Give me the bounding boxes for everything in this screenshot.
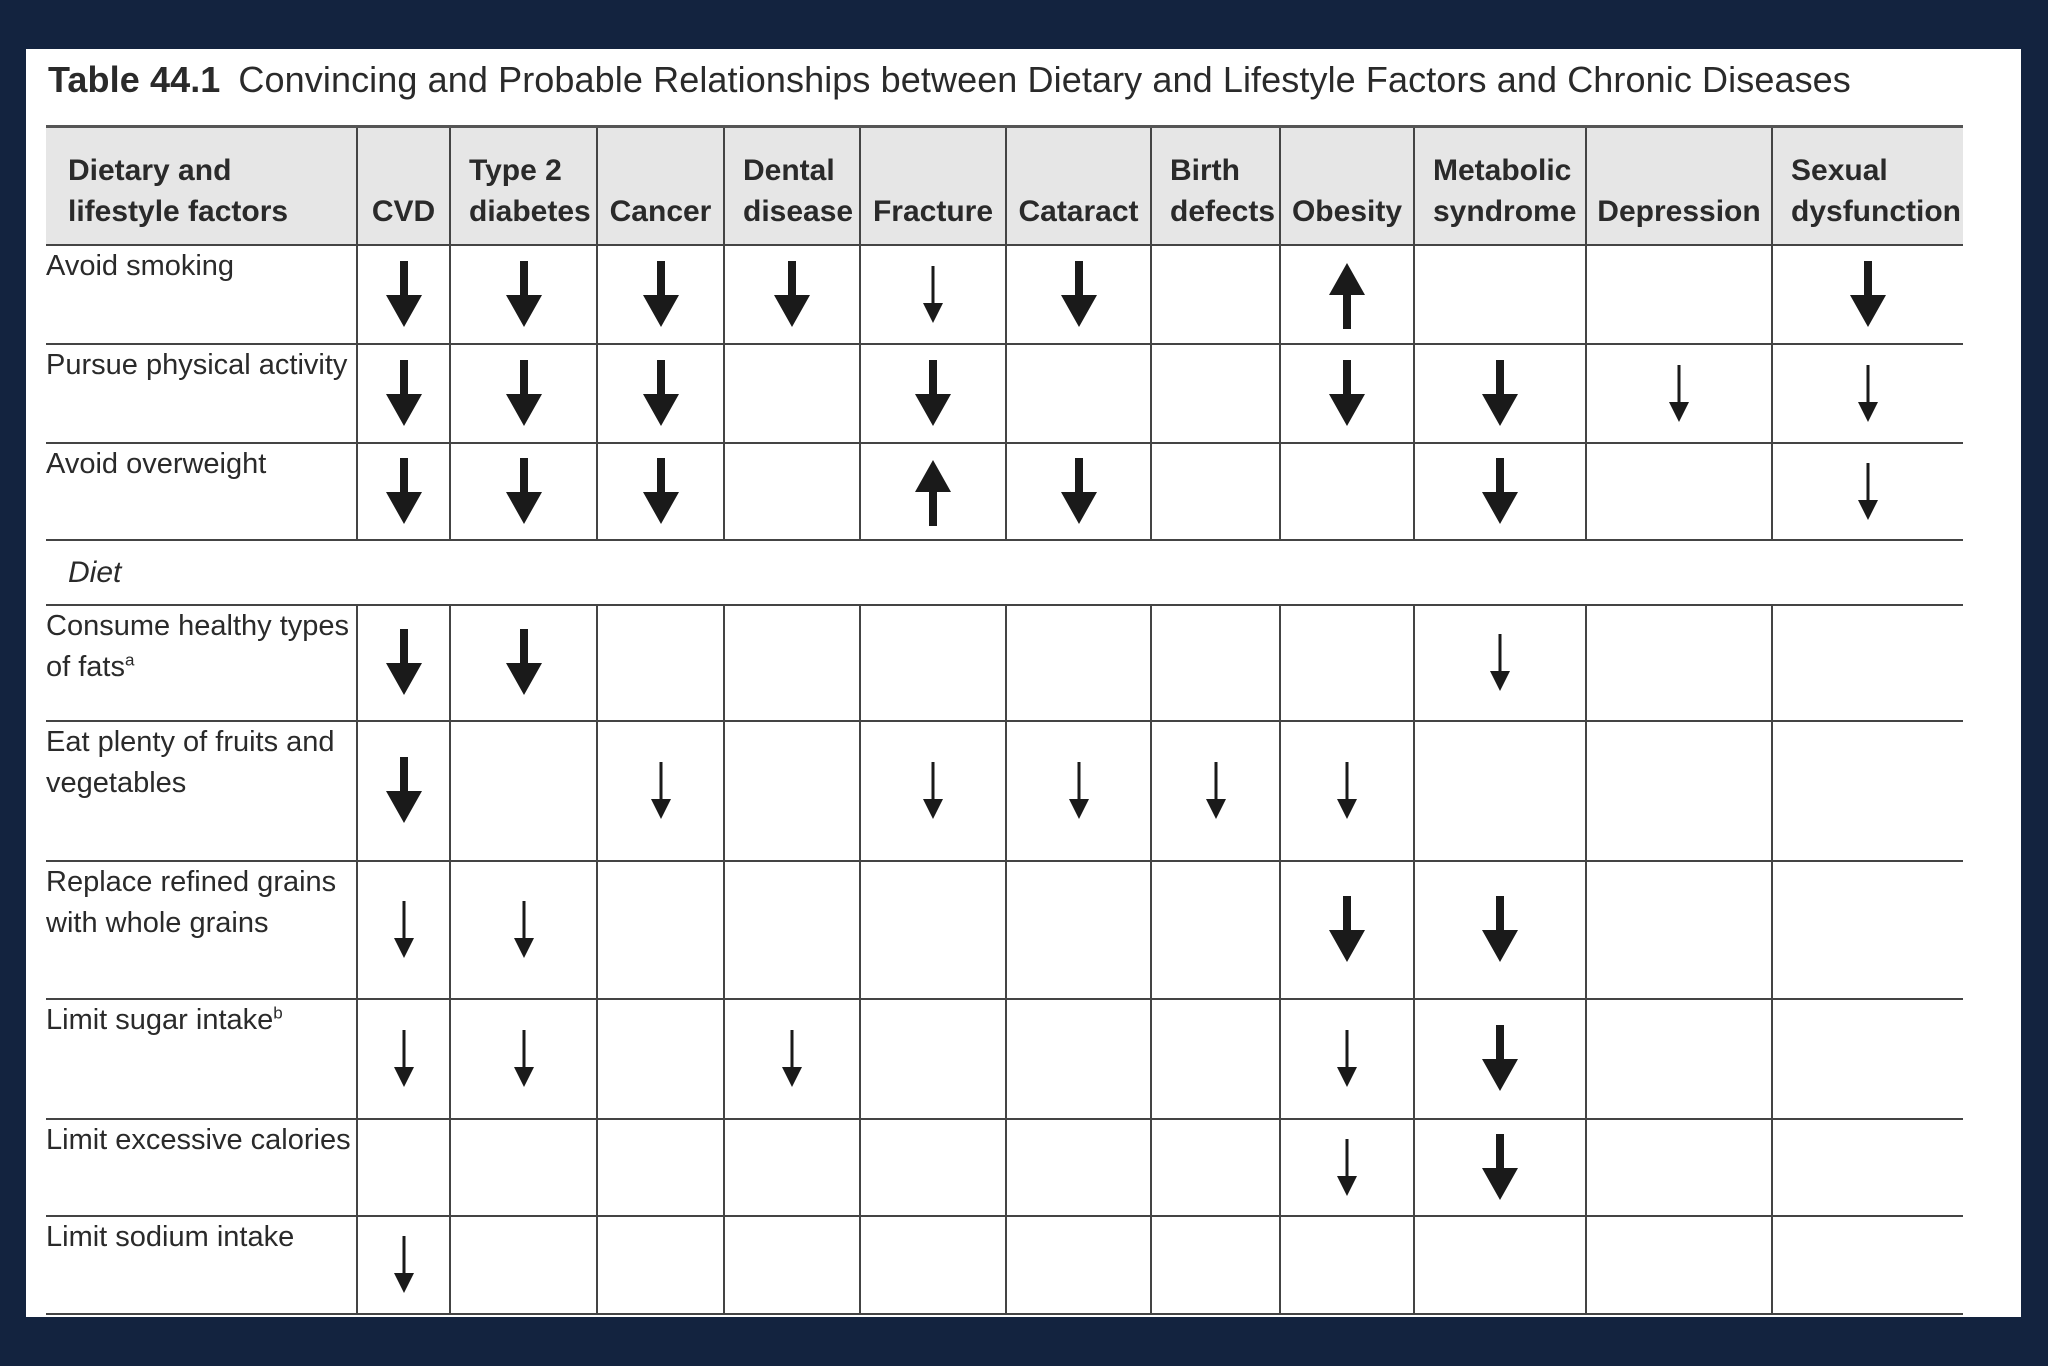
cell-dental-disease xyxy=(724,605,860,721)
bold-up-arrow-icon xyxy=(913,458,953,526)
cell-metabolic-syndrome xyxy=(1414,245,1586,344)
thin-down-arrow-icon xyxy=(1333,762,1361,820)
relationships-table xyxy=(46,125,1963,1315)
cell-cancer xyxy=(597,999,724,1119)
cell-depression xyxy=(1586,344,1772,443)
cell-cataract xyxy=(1006,245,1151,344)
cell-cataract xyxy=(1006,999,1151,1119)
cell-cvd xyxy=(357,245,450,344)
cell-sexual-dysfunction xyxy=(1772,721,1963,861)
cell-sexual-dysfunction xyxy=(1772,245,1963,344)
factor-text: Avoid smoking xyxy=(46,250,235,282)
column-header-dental-disease: Dental disease xyxy=(724,127,860,246)
column-header-type-2-diabetes: Type 2 diabetes xyxy=(450,127,597,246)
cell-fracture xyxy=(860,861,1006,999)
cell-depression xyxy=(1586,721,1772,861)
cell-dental-disease xyxy=(724,443,860,540)
column-header-cancer: Cancer xyxy=(597,127,724,246)
table-row xyxy=(46,605,1963,721)
cell-birth-defects xyxy=(1151,443,1280,540)
cell-obesity xyxy=(1280,861,1414,999)
thin-down-arrow-icon xyxy=(778,1030,806,1088)
bold-down-arrow-icon xyxy=(1059,261,1099,329)
bold-down-arrow-icon xyxy=(641,360,681,428)
column-header-metabolic-syndrome: Metabolic syndrome xyxy=(1414,127,1586,246)
table-body xyxy=(46,245,1963,1314)
cell-obesity xyxy=(1280,1216,1414,1314)
bold-down-arrow-icon xyxy=(913,360,953,428)
cell-obesity xyxy=(1280,721,1414,861)
bold-down-arrow-icon xyxy=(1480,1025,1520,1093)
factor-label xyxy=(46,1216,357,1314)
cell-obesity xyxy=(1280,999,1414,1119)
cell-metabolic-syndrome xyxy=(1414,1216,1586,1314)
cell-metabolic-syndrome xyxy=(1414,861,1586,999)
thin-down-arrow-icon xyxy=(1665,365,1693,423)
bold-up-arrow-icon xyxy=(1327,261,1367,329)
bold-down-arrow-icon xyxy=(504,629,544,697)
cell-obesity xyxy=(1280,443,1414,540)
bold-down-arrow-icon xyxy=(1480,1134,1520,1202)
cell-cancer xyxy=(597,443,724,540)
bold-down-arrow-icon xyxy=(1059,458,1099,526)
bold-down-arrow-icon xyxy=(772,261,812,329)
column-header-cataract: Cataract xyxy=(1006,127,1151,246)
cell-type-2-diabetes xyxy=(450,1216,597,1314)
cell-cancer xyxy=(597,344,724,443)
bold-down-arrow-icon xyxy=(1480,896,1520,964)
bold-down-arrow-icon xyxy=(641,458,681,526)
cell-dental-disease xyxy=(724,245,860,344)
cell-cvd xyxy=(357,1119,450,1216)
footnote-marker: b xyxy=(273,1003,283,1023)
thin-down-arrow-icon xyxy=(510,1030,538,1088)
factor-text: Limit excessive calories xyxy=(46,1124,351,1156)
factor-label xyxy=(46,605,357,721)
cell-depression xyxy=(1586,861,1772,999)
cell-depression xyxy=(1586,245,1772,344)
cell-type-2-diabetes xyxy=(450,861,597,999)
bold-down-arrow-icon xyxy=(641,261,681,329)
cell-fracture xyxy=(860,443,1006,540)
factor-text: Limit sodium intake xyxy=(46,1221,295,1253)
factor-label xyxy=(46,861,357,999)
cell-obesity xyxy=(1280,605,1414,721)
cell-cvd xyxy=(357,999,450,1119)
cell-fracture xyxy=(860,245,1006,344)
table-panel xyxy=(26,49,2021,1317)
cell-type-2-diabetes xyxy=(450,605,597,721)
thin-down-arrow-icon xyxy=(647,762,675,820)
factor-label xyxy=(46,721,357,861)
cell-type-2-diabetes xyxy=(450,721,597,861)
cell-fracture xyxy=(860,721,1006,861)
cell-cataract xyxy=(1006,1119,1151,1216)
cell-cancer xyxy=(597,1119,724,1216)
thin-down-arrow-icon xyxy=(1486,634,1514,692)
column-header-cvd: CVD xyxy=(357,127,450,246)
bold-down-arrow-icon xyxy=(1327,896,1367,964)
cell-birth-defects xyxy=(1151,999,1280,1119)
table-number: Table 44.1 xyxy=(48,59,221,100)
cell-cvd xyxy=(357,721,450,861)
cell-dental-disease xyxy=(724,1119,860,1216)
cell-birth-defects xyxy=(1151,1216,1280,1314)
thin-down-arrow-icon xyxy=(390,901,418,959)
table-row xyxy=(46,344,1963,443)
factor-label xyxy=(46,999,357,1119)
thin-down-arrow-icon xyxy=(1065,762,1093,820)
cell-sexual-dysfunction xyxy=(1772,443,1963,540)
column-header-obesity: Obesity xyxy=(1280,127,1414,246)
cell-cvd xyxy=(357,861,450,999)
thin-down-arrow-icon xyxy=(390,1236,418,1294)
cell-cataract xyxy=(1006,1216,1151,1314)
bold-down-arrow-icon xyxy=(384,261,424,329)
factor-text: Limit sugar intake xyxy=(46,1004,274,1036)
cell-fracture xyxy=(860,605,1006,721)
cell-cancer xyxy=(597,861,724,999)
cell-type-2-diabetes xyxy=(450,443,597,540)
cell-cvd xyxy=(357,344,450,443)
cell-metabolic-syndrome xyxy=(1414,999,1586,1119)
thin-down-arrow-icon xyxy=(1333,1139,1361,1197)
cell-type-2-diabetes xyxy=(450,344,597,443)
cell-type-2-diabetes xyxy=(450,245,597,344)
cell-type-2-diabetes xyxy=(450,1119,597,1216)
cell-birth-defects xyxy=(1151,245,1280,344)
bold-down-arrow-icon xyxy=(1848,261,1888,329)
cell-depression xyxy=(1586,443,1772,540)
table-title: Convincing and Probable Relationships between Dietary and Lifestyle Factors and Chronic Diseases xyxy=(238,59,1851,100)
cell-fracture xyxy=(860,1216,1006,1314)
cell-birth-defects xyxy=(1151,605,1280,721)
thin-down-arrow-icon xyxy=(919,266,947,324)
cell-birth-defects xyxy=(1151,861,1280,999)
footnote-marker: a xyxy=(125,650,135,670)
cell-metabolic-syndrome xyxy=(1414,344,1586,443)
cell-sexual-dysfunction xyxy=(1772,999,1963,1119)
cell-obesity xyxy=(1280,1119,1414,1216)
table-row xyxy=(46,245,1963,344)
thin-down-arrow-icon xyxy=(1333,1030,1361,1088)
cell-type-2-diabetes xyxy=(450,999,597,1119)
factor-text: Replace refined grains with whole grains xyxy=(46,866,337,939)
factor-text: Eat plenty of fruits and vegetables xyxy=(46,726,335,799)
factor-label xyxy=(46,245,357,344)
thin-down-arrow-icon xyxy=(1202,762,1230,820)
table-row xyxy=(46,999,1963,1119)
cell-dental-disease xyxy=(724,721,860,861)
cell-metabolic-syndrome xyxy=(1414,721,1586,861)
cell-birth-defects xyxy=(1151,1119,1280,1216)
thin-down-arrow-icon xyxy=(510,901,538,959)
cell-sexual-dysfunction xyxy=(1772,1216,1963,1314)
thin-down-arrow-icon xyxy=(919,762,947,820)
header-row xyxy=(46,127,1963,246)
bold-down-arrow-icon xyxy=(504,360,544,428)
cell-metabolic-syndrome xyxy=(1414,1119,1586,1216)
bold-down-arrow-icon xyxy=(384,629,424,697)
factor-label xyxy=(46,1119,357,1216)
cell-dental-disease xyxy=(724,344,860,443)
cell-depression xyxy=(1586,1119,1772,1216)
cell-sexual-dysfunction xyxy=(1772,1119,1963,1216)
bold-down-arrow-icon xyxy=(384,757,424,825)
cell-birth-defects xyxy=(1151,721,1280,861)
cell-cancer xyxy=(597,1216,724,1314)
cell-cataract xyxy=(1006,605,1151,721)
cell-depression xyxy=(1586,999,1772,1119)
cell-dental-disease xyxy=(724,1216,860,1314)
factor-label xyxy=(46,443,357,540)
cell-sexual-dysfunction xyxy=(1772,605,1963,721)
cell-metabolic-syndrome xyxy=(1414,443,1586,540)
bold-down-arrow-icon xyxy=(504,458,544,526)
cell-cancer xyxy=(597,605,724,721)
column-header-sexual-dysfunction: Sexual dysfunction xyxy=(1772,127,1963,246)
cell-cancer xyxy=(597,245,724,344)
bold-down-arrow-icon xyxy=(1327,360,1367,428)
thin-down-arrow-icon xyxy=(1854,365,1882,423)
factor-text: Avoid overweight xyxy=(46,448,267,480)
table-row xyxy=(46,1119,1963,1216)
cell-metabolic-syndrome xyxy=(1414,605,1586,721)
column-header-birth-defects: Birth defects xyxy=(1151,127,1280,246)
section-row-diet xyxy=(46,540,1963,605)
bold-down-arrow-icon xyxy=(384,360,424,428)
cell-cancer xyxy=(597,721,724,861)
bold-down-arrow-icon xyxy=(384,458,424,526)
factor-text: Pursue physical activity xyxy=(46,349,348,381)
section-label: Diet xyxy=(46,540,1963,605)
table-row xyxy=(46,861,1963,999)
cell-fracture xyxy=(860,999,1006,1119)
cell-dental-disease xyxy=(724,999,860,1119)
cell-birth-defects xyxy=(1151,344,1280,443)
cell-cvd xyxy=(357,1216,450,1314)
column-header-fracture: Fracture xyxy=(860,127,1006,246)
thin-down-arrow-icon xyxy=(1854,463,1882,521)
cell-fracture xyxy=(860,1119,1006,1216)
cell-depression xyxy=(1586,605,1772,721)
table-row xyxy=(46,1216,1963,1314)
cell-cataract xyxy=(1006,443,1151,540)
factor-text: Consume healthy types of fats xyxy=(46,610,350,683)
cell-cvd xyxy=(357,605,450,721)
table-row xyxy=(46,443,1963,540)
cell-sexual-dysfunction xyxy=(1772,344,1963,443)
cell-cataract xyxy=(1006,344,1151,443)
cell-depression xyxy=(1586,1216,1772,1314)
table-caption xyxy=(48,59,1851,101)
cell-cataract xyxy=(1006,721,1151,861)
cell-cataract xyxy=(1006,861,1151,999)
thin-down-arrow-icon xyxy=(390,1030,418,1088)
column-header-depression: Depression xyxy=(1586,127,1772,246)
cell-obesity xyxy=(1280,245,1414,344)
cell-cvd xyxy=(357,443,450,540)
bold-down-arrow-icon xyxy=(1480,360,1520,428)
bold-down-arrow-icon xyxy=(1480,458,1520,526)
table-row xyxy=(46,721,1963,861)
bold-down-arrow-icon xyxy=(504,261,544,329)
cell-obesity xyxy=(1280,344,1414,443)
factor-label xyxy=(46,344,357,443)
cell-sexual-dysfunction xyxy=(1772,861,1963,999)
column-header-dietary-and-lifestyle-factors: Dietary and lifestyle factors xyxy=(46,127,357,246)
cell-fracture xyxy=(860,344,1006,443)
cell-dental-disease xyxy=(724,861,860,999)
